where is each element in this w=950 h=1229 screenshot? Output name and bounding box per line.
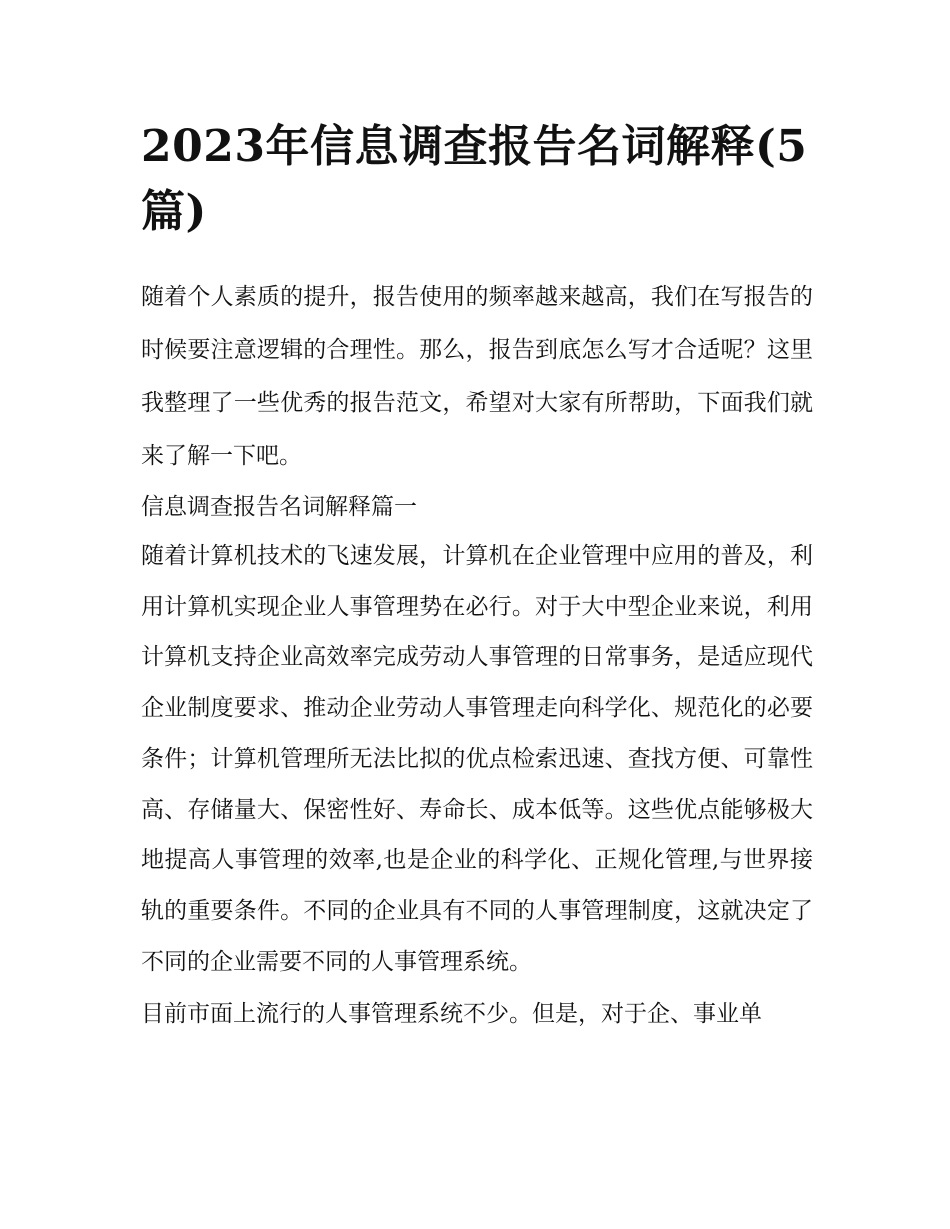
body-paragraph: 随着计算机技术的飞速发展，计算机在企业管理中应用的普及，利用计算机实现企业人事管理势在必行。对于大中型企业来说，利用计算机支持企业高效率完成劳动人事管理的日常事务，是适应现代企业制度要求、推动企业劳动人事管理走向科学化、规范化的必要条件；计算机管理所无法比拟的优点检索迅速、查找方便、可靠性高、存储量大、保密性好、寿命长、成本低等。这些优点能够极大地提高人事管理的效率,也是企业的科学化、正规化管理,与世界接轨的重要条件。不同的企业具有不同的人事管理制度，这就决定了不同的企业需要不同的人事管理系统。 [141, 543, 813, 975]
section-heading: 信息调查报告名词解释篇一 [141, 494, 417, 520]
body-paragraph: 目前市面上流行的人事管理系统不少。但是，对于企、事业单 [141, 1001, 762, 1028]
document-content [141, 114, 813, 1042]
intro-paragraph: 随着个人素质的提升，报告使用的频率越来越高，我们在写报告的时候要注意逻辑的合理性。那么，报告到底怎么写才合适呢？这里我整理了一些优秀的报告范文，希望对大家有所帮助，下面我们就来了解一下吧。 [141, 284, 813, 469]
document-title: 2023年信息调查报告名词解释(5篇) [141, 121, 808, 237]
